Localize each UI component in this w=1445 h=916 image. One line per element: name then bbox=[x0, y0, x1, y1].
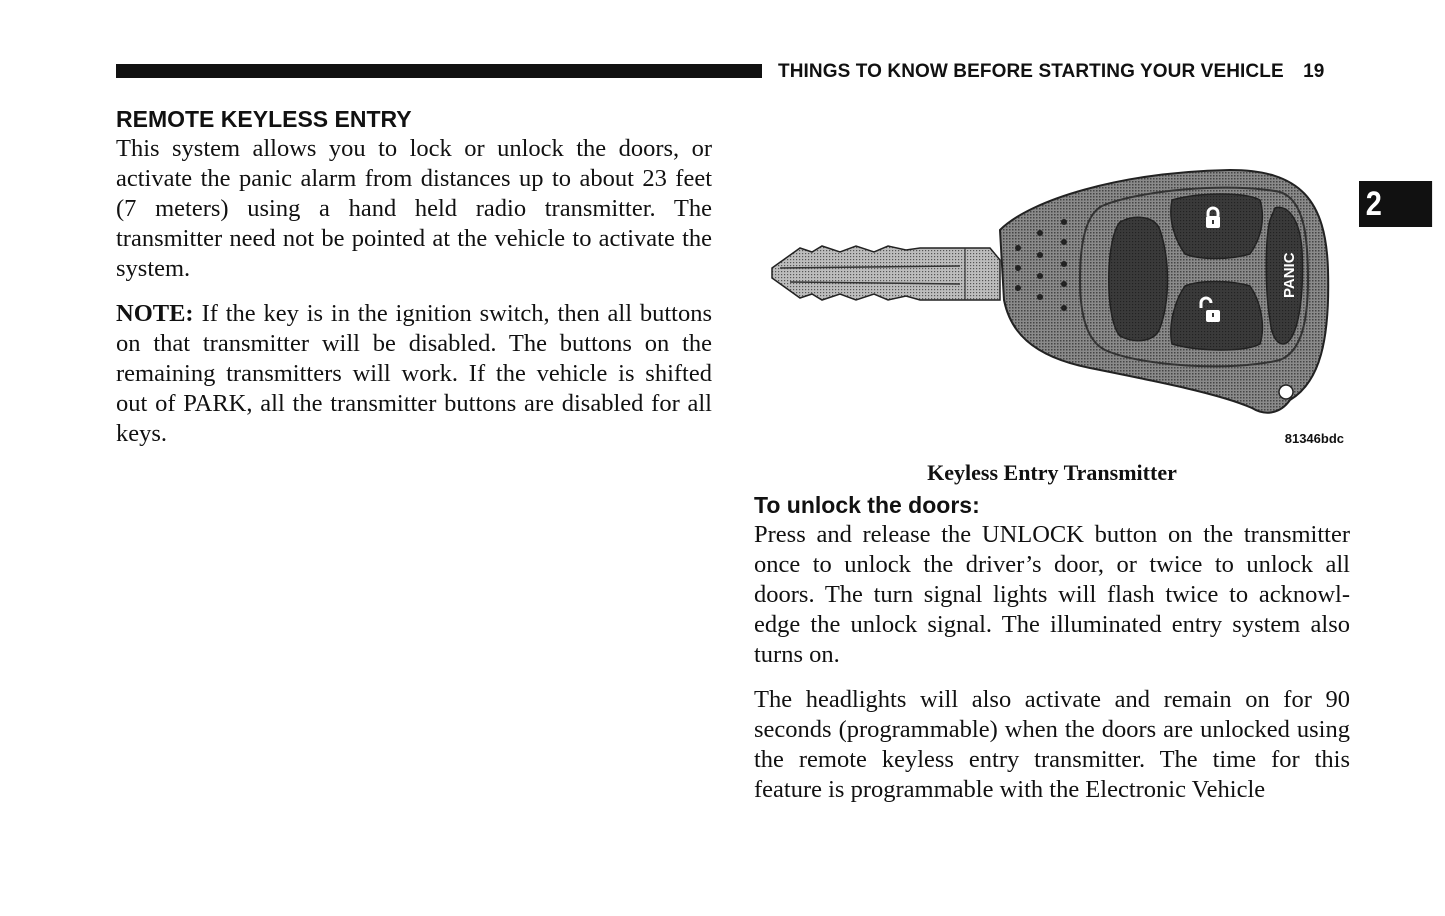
header-rule bbox=[116, 64, 762, 78]
section-heading: REMOTE KEYLESS ENTRY bbox=[116, 106, 412, 132]
panic-label: PANIC bbox=[1281, 252, 1298, 298]
note-text: If the key is in the ignition switch, then all buttons on that transmitter will be disabled. The buttons on the remaining transmitters will work. If the vehicle is shifted out of PARK, all the transmitter buttons are disabled for all keys. bbox=[116, 300, 712, 447]
running-head bbox=[778, 60, 1324, 84]
page-number: 19 bbox=[1303, 61, 1325, 82]
running-title: THINGS TO KNOW BEFORE STARTING YOUR VEHICLE bbox=[778, 61, 1284, 82]
key-fob-figure bbox=[760, 160, 1350, 450]
figure-id: 81346bdc bbox=[1284, 431, 1344, 446]
note-paragraph bbox=[116, 299, 712, 449]
figure-caption: Keyless Entry Transmitter bbox=[927, 460, 1177, 485]
key-fob-illustration-icon bbox=[760, 160, 1350, 450]
intro-paragraph: This system allows you to lock or unlock the doors, or activate the panic alarm from distances up to about 23 feet (7 meters) using a hand held radio transmitter. The transmitter need not be pointed at the vehicle to activate the system. bbox=[116, 135, 712, 282]
chapter-tab: 2 bbox=[1359, 181, 1432, 227]
unlock-paragraph: Press and release the UNLOCK button on the transmitter once to unlock the driver’s door, or twice to unlock all doors. The turn signal lights will flash twice to acknowl-edge the unlock signal. The illuminated entry system also turns on. bbox=[754, 521, 1350, 668]
note-label: NOTE: bbox=[116, 300, 194, 327]
left-column bbox=[116, 104, 712, 464]
headlights-paragraph: The headlights will also activate and remain on for 90 seconds (programmable) when the doors are unlocked using the remote keyless entry transmitter. The time for this feature is programmable with the Electronic Vehicle bbox=[754, 686, 1350, 803]
unlock-subheading: To unlock the doors: bbox=[754, 492, 980, 518]
right-column bbox=[754, 490, 1350, 820]
